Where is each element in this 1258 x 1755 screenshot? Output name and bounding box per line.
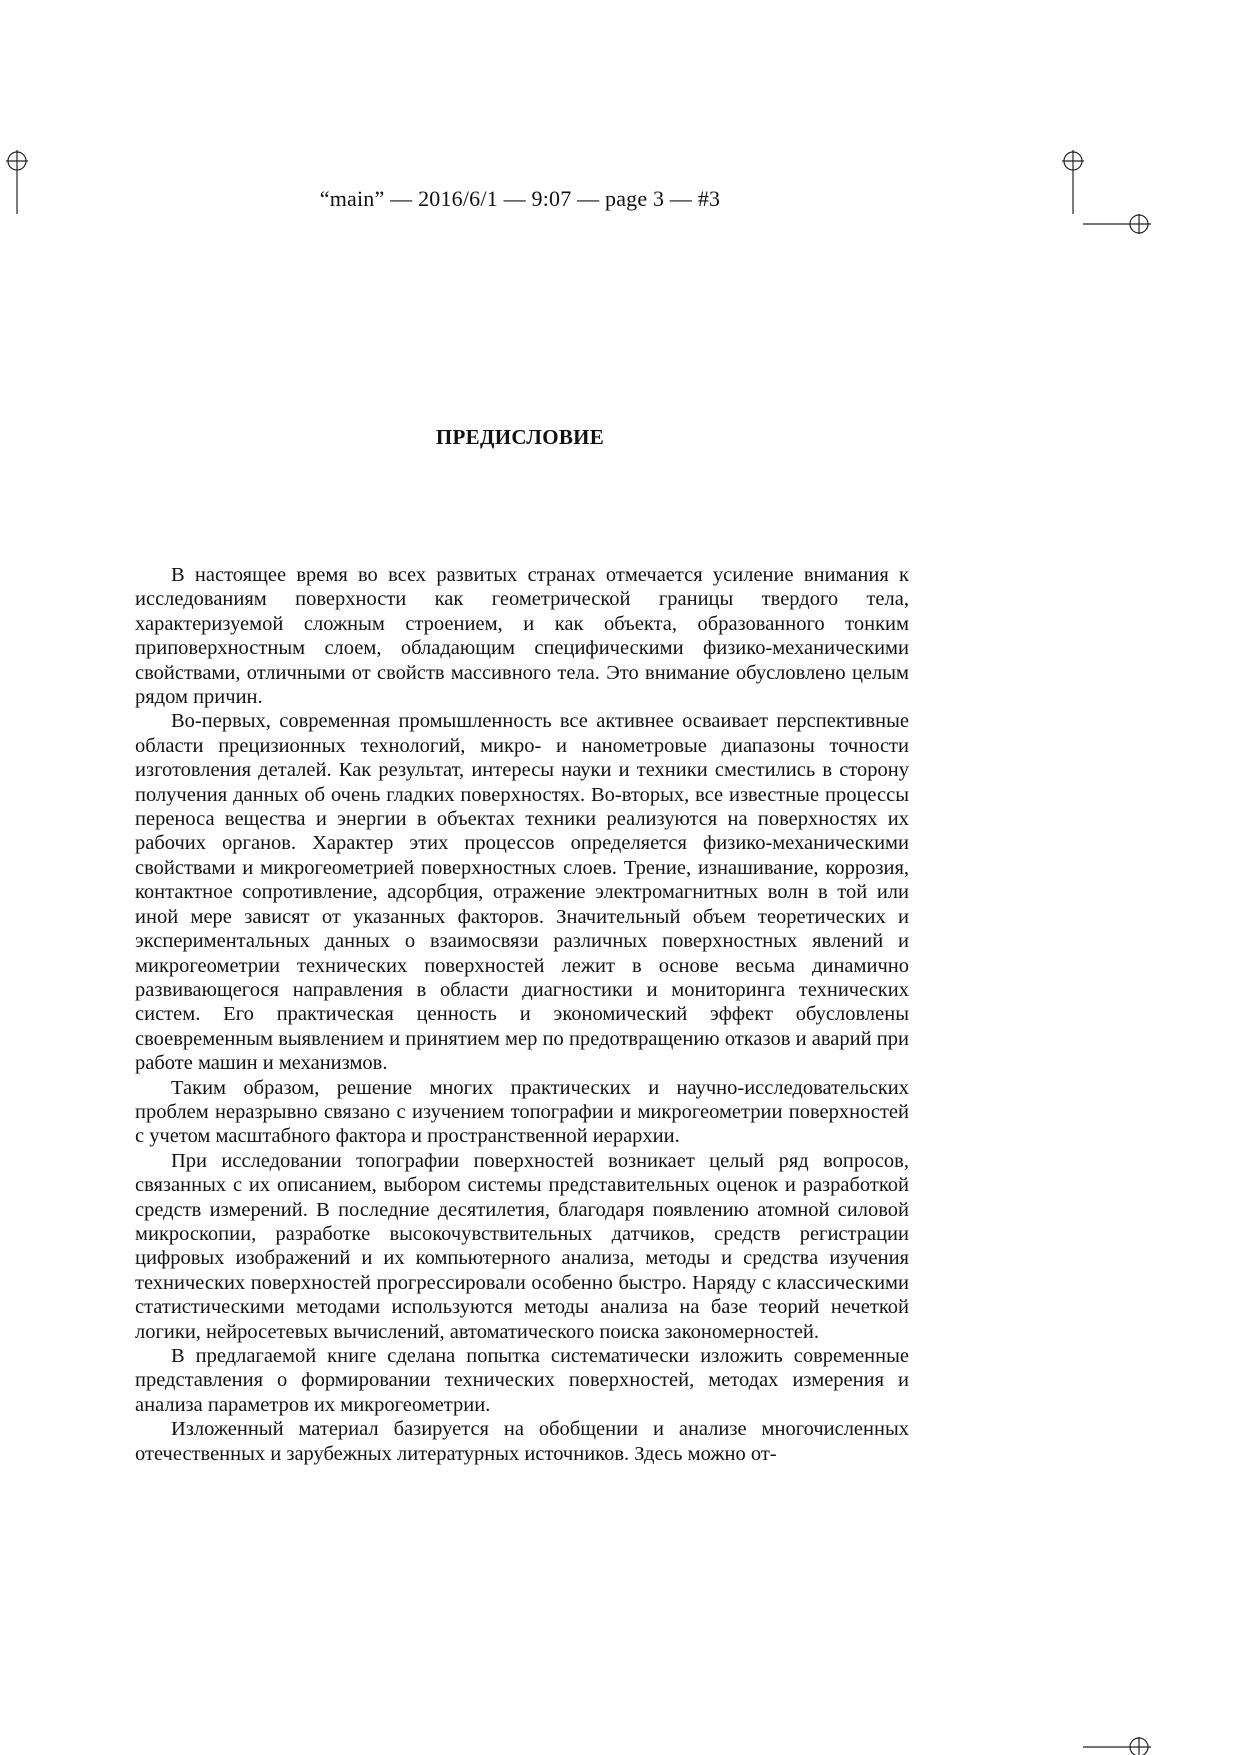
crop-mark-bottom-right-icon [1083,1735,1151,1755]
paragraph: Во-первых, современная промышленность все активнее осваивает перспективные области прецизионных технологий, микро- и нанометровые диапазоны точности изготовления деталей. Как результат, интересы науки и техники сместились в сторону получения данных об очень гладких поверхностях. Во-вторых, все известные процессы переноса вещества и энергии в объектах техники реализуются на поверхностях их рабочих органов. Характер этих процессов определяется физико-механическими свойствами и микрогеометрией поверхностных слоев. Трение, изнашивание, коррозия, контактное сопротивление, адсорбция, отражение электромагнитных волн в той или иной мере зависят от указанных факторов. Значительный объем теоретических и экспериментальных данных о взаимосвязи различных поверхностных явлений и микрогеометрии технических поверхностей лежит в основе весьма динамично развивающегося направления в области диагностики и мониторинга технических систем. Его практическая ценность и экономический эффект обусловлены своевременным выявлением и принятием мер по предотвращению отказов и аварий при работе машин и механизмов. [135,710,909,1075]
running-head: “main” — 2016/6/1 — 9:07 — page 3 — #3 [319,186,721,211]
crop-mark-top-right-icon [1062,150,1086,214]
paragraph: В настоящее время во всех развитых странах отмечается усиление внимания к исследованиям поверхности как геометрической границы твердого тела, характеризуемой сложным строением, и как объекта, образованного тонким приповерхностным слоем, обладающим специфическими физико-механическими свойствами, отличными от свойств массивного тела. Это внимание обусловлено целым рядом причин. [135,564,909,709]
paragraph: В предлагаемой книге сделана попытка систематически изложить современные представления о формировании технических поверхностей, методах измерения и анализа параметров их микрогеометрии. [135,1345,909,1416]
chapter-title: ПРЕДИСЛОВИЕ [435,425,605,449]
paragraph: При исследовании топографии поверхностей возникает целый ряд вопросов, связанных с их описанием, выбором системы представительных оценок и разработкой средств измерений. В последние десятилетия, благодаря появлению атомной силовой микроскопии, разработке высокочувствительных датчиков, средств регистрации цифровых изображений и их компьютерного анализа, методы и средства изучения технических поверхностей прогрессировали особенно быстро. Наряду с классическими статистическими методами используются методы анализа на базе теорий нечеткой логики, нейросетевых вычислений, автоматического поиска закономерностей. [135,1149,909,1343]
crop-mark-right-horizontal-icon [1083,212,1151,236]
body-text [135,563,909,1466]
paragraph: Изложенный материал базируется на обобщении и анализе многочисленных отечественных и зарубежных литературных источников. Здесь можно от- [135,1418,909,1465]
paragraph: Таким образом, решение многих практических и научно-исследовательских проблем неразрывно связано с изучением топографии и микрогеометрии поверхностей с учетом масштабного фактора и пространственной иерархии. [135,1076,909,1148]
